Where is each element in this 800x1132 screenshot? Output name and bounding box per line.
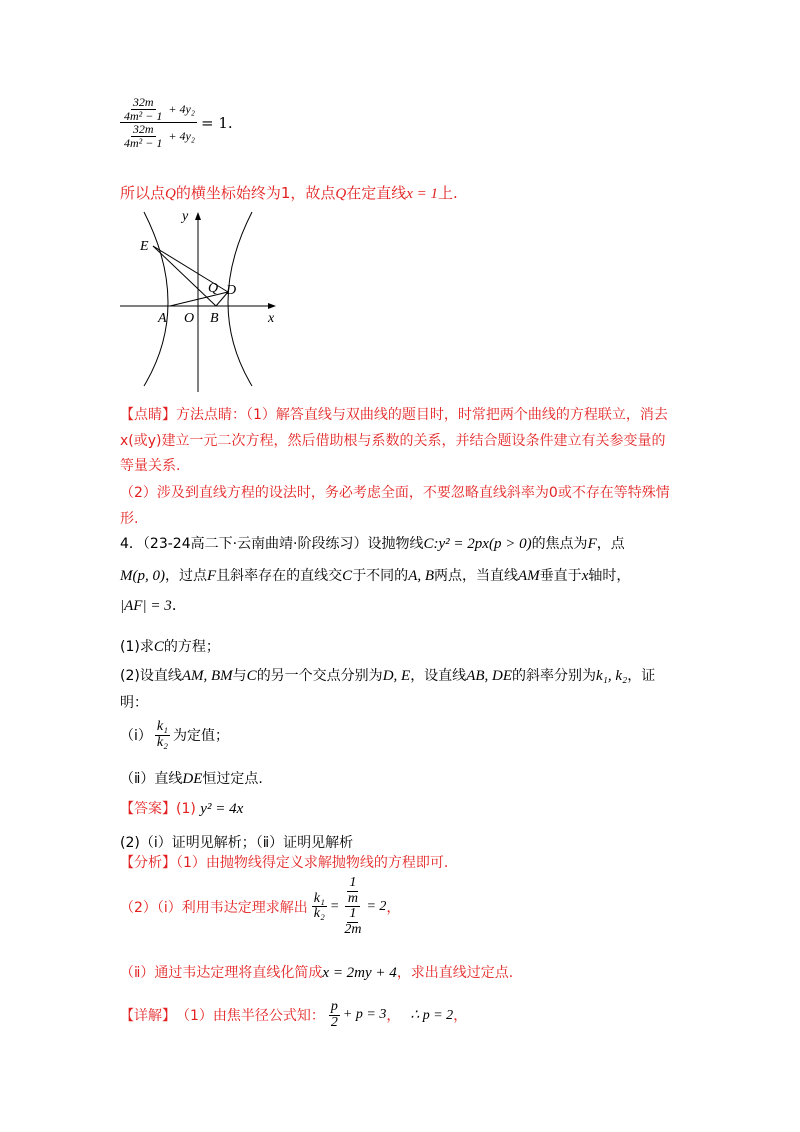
conclusion-part1: 所以点 [120,184,166,202]
analysis-line3 [120,962,513,982]
tip-line3: 等量关系. [120,458,181,474]
detail-end: ， [453,1008,468,1025]
q2i-label: （ⅰ） [120,728,152,745]
k1: k₁ [156,719,168,734]
point-m: M(p, 0) [120,568,165,584]
hyperbola-figure [118,206,283,394]
label-y: y [182,209,189,224]
answer-label: (1) [176,801,196,817]
q2-text5: ，证 [627,668,656,684]
k-ratio [312,892,327,922]
point-text: ，点 [596,536,625,552]
nested-num-m: m [347,890,358,906]
conclusion-part2: 的横坐标始终为1，故点 [175,184,336,202]
line-x-eq-1: x = 1 [406,186,439,202]
point-f: F [587,536,597,552]
formula-result: = 1. [200,113,233,132]
answer-formula: y² = 4x [200,801,244,817]
detail-bracket: 【详解】 [120,1008,176,1025]
q2-text3: ，设直线 [410,668,467,684]
nested-den-2m: 2m [344,922,362,938]
problem-number: 4． [120,536,143,552]
problem-text-f: 轴时， [588,568,631,584]
frac-num-num: 32m [132,95,154,109]
p-num: p [330,999,338,1014]
label-b: B [210,311,219,326]
analysis2-prefix: （2）（ⅰ）利用韦达定理求解出 [120,899,308,916]
k2: k₂ [156,734,168,750]
tip-bracket: 【点睛】 [120,407,176,423]
frac-den-den: 4m² − 1 [124,135,163,150]
nested-fraction [342,876,363,938]
question-2-line2: 明： [120,695,148,711]
nested-den-one: 1 [349,906,357,922]
analysis-text: （1）由抛物线得定义求解抛物线的方程即可. [176,855,449,871]
conclusion-part4: 上. [438,184,458,202]
problem-source: （23-24高二下·云南曲靖·阶段练习）设抛物线 [142,536,424,552]
label-a: A [158,311,167,326]
af-end: . [171,596,177,614]
q1-suffix: 的方程； [163,639,220,655]
frac-num-rest: + 4y₂ [168,101,195,116]
analysis-bracket: 【分析】 [120,855,176,871]
k-ratio-fraction [155,720,170,750]
big-fraction [120,96,197,149]
top-formula [120,96,233,149]
problem-text-c: 于不同的 [352,568,409,584]
question-1 [120,636,220,656]
detail-line1 [120,1000,467,1030]
tip-text-1: 方法点睛：（1）解答直线与双曲线的题目时，时常把两个曲线的方程联立，消去 [176,407,668,423]
label-x: x [268,311,275,326]
ratio-result: = 2 [366,898,387,914]
point-q: Q [165,186,176,202]
problem-text-d: 两点，当直线 [434,568,519,584]
analysis2-end: ， [386,899,401,916]
problem-line2 [120,565,630,585]
frac-den-rest: + 4y₂ [168,128,195,143]
answer-line2: (2)（ⅰ）证明见解析；（ⅱ）证明见解析 [120,835,354,851]
detail-comma: ， [386,1008,401,1025]
curve-c: C [246,668,257,684]
point-f: F [207,568,217,584]
points-de: D, E [382,668,411,684]
label-d: D [226,283,237,298]
detail-text: （1）由焦半径公式知： [176,1008,325,1025]
curve-c: C [342,568,353,584]
points-ab: A, B [408,568,435,584]
q2-text1: 与 [232,668,247,684]
problem-line3 [120,596,176,615]
p-over-2 [329,1000,340,1030]
lines-ab-de: AB, DE [466,668,513,684]
q2ii-label: （ⅱ）直线 [120,771,183,787]
question-2ii [120,768,263,788]
q1-prefix: (1)求 [120,639,154,655]
tip-line1 [120,404,668,424]
focus-text: 的焦点为 [531,536,588,552]
answer-line1 [120,798,243,818]
k2: k₂ [313,906,325,922]
lines-am-bm: AM, BM [181,668,233,684]
hyperbola-right-branch [228,212,252,386]
conclusion-part3: 在定直线 [346,184,407,202]
y-axis-arrow [195,212,201,220]
line-de: DE [182,771,203,787]
analysis-line2 [120,876,400,938]
p-den: 2 [330,1014,338,1030]
x-axis-arrow [268,303,276,309]
k1: k₁ [313,890,325,906]
q2-text2: 的另一个交点分别为 [256,668,383,684]
question-2i [120,720,229,750]
tip-line5: 形. [120,511,139,527]
nested-num-one: 1 [349,875,357,890]
line-am: AM [518,568,540,584]
problem-text-b: 且斜率存在的直线交 [216,568,343,584]
label-e: E [140,239,149,254]
problem-text-a: ，过点 [165,568,207,584]
tip-line4: （2）涉及到直线方程的设法时，务必考虑全面，不要忽略直线斜率为0或不存在等特殊情 [120,485,670,501]
answer-bracket: 【答案】 [120,801,176,817]
analysis-line1 [120,852,448,872]
p-result: ∴ p = 2 [410,1007,454,1023]
line-ad [170,292,228,306]
curve-c: C [153,639,164,655]
frac-num-den: 4m² − 1 [124,108,163,123]
q2-prefix: (2)设直线 [120,668,182,684]
q2i-suffix: 为定值； [172,728,229,745]
q2-text4: 的斜率分别为 [512,668,597,684]
problem-text-e: 垂直于 [539,568,582,584]
question-2-line1 [120,665,655,685]
analysis3-prefix: （ⅱ）通过韦达定理将直线化简成 [120,965,323,981]
frac-den-num: 32m [132,122,154,137]
equals-sign: = [329,898,340,914]
label-o: O [184,311,195,326]
parabola-equation: C:y² = 2px(p > 0) [423,536,532,552]
q2ii-suffix: 恒过定点. [202,771,263,787]
slopes-k1-k2: k₁, k₂ [596,668,628,684]
conclusion-line [120,182,458,203]
point-q: Q [335,186,347,202]
line-equation: x = 2my + 4 [322,965,397,981]
x-variable: x [581,568,589,584]
af-equation: |AF| = 3 [120,598,172,614]
focal-equation: + p = 3 [342,1007,387,1023]
problem-line1 [120,533,625,553]
tip-line2: x(或y)建立一元二次方程，然后借助根与系数的关系，并结合题设条件建立有关参变量的 [120,433,666,449]
analysis3-suffix: ，求出直线过定点. [396,965,514,981]
label-q: Q [208,281,219,296]
